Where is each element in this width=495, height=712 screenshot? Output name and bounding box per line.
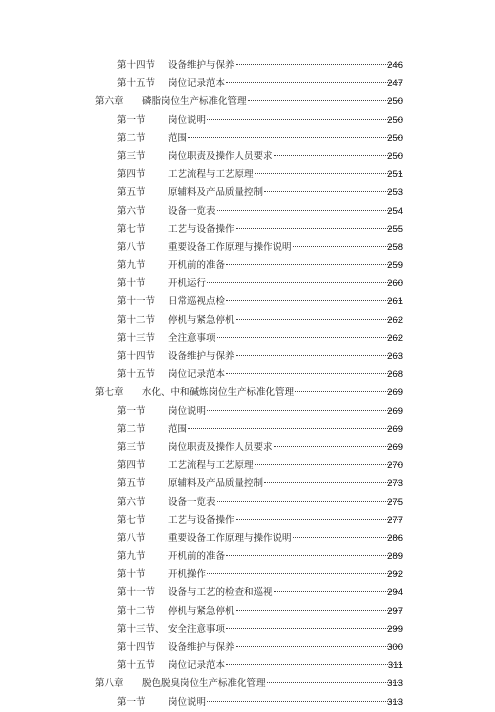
- toc-section-entry[interactable]: [0, 166, 495, 184]
- toc-entry-title: 磷脂岗位生产标准化管理: [142, 96, 247, 108]
- toc-entry-title: 岗位职责及操作人员要求: [168, 150, 273, 162]
- toc-page-number: 250: [387, 114, 403, 126]
- toc-entry-line: [117, 257, 403, 275]
- toc-entry-line: [117, 348, 403, 366]
- toc-entry-title: 日常巡视点检: [168, 296, 226, 308]
- toc-entry-label: 第八节: [117, 241, 146, 253]
- toc-section-entry[interactable]: [0, 130, 495, 148]
- toc-entry-title: 设备维护与保养: [168, 642, 235, 653]
- toc-entry-line: [117, 639, 403, 657]
- toc-section-entry[interactable]: [0, 621, 495, 639]
- toc-entry-line: [117, 330, 403, 348]
- dot-leader: [217, 210, 402, 211]
- dot-leader: [236, 355, 402, 356]
- dot-leader: [274, 591, 402, 592]
- toc-section-entry[interactable]: [0, 475, 495, 493]
- toc-page-number: 270: [387, 460, 403, 472]
- toc-entry-label: 第九节: [117, 260, 146, 272]
- toc-section-entry[interactable]: [0, 112, 495, 130]
- toc-page-number: 250: [387, 150, 403, 162]
- toc-section-entry[interactable]: [0, 148, 495, 166]
- toc-entry-label: 第七节: [117, 514, 146, 526]
- toc-entry-title: 岗位职责及操作人员要求: [168, 441, 273, 453]
- toc-page-number: 262: [387, 332, 403, 344]
- toc-entry-line: [95, 384, 403, 402]
- dot-leader: [226, 82, 402, 83]
- toc-entry-label: 第七章: [95, 387, 124, 399]
- toc-entry-label: 第十三节: [117, 332, 156, 344]
- toc-page-number: 268: [387, 369, 403, 381]
- toc-entry-title: 开机运行: [168, 278, 207, 290]
- toc-entry-line: [117, 694, 403, 712]
- toc-chapter-entry[interactable]: [0, 93, 495, 111]
- toc-entry-title: 全注意事项: [168, 332, 216, 344]
- dot-leader: [236, 319, 402, 320]
- toc-section-entry[interactable]: [0, 530, 495, 548]
- dot-leader: [236, 519, 402, 520]
- toc-entry-label: 第十二节: [117, 605, 156, 617]
- toc-page-number: 269: [387, 405, 403, 417]
- dot-leader: [264, 482, 402, 483]
- dot-leader: [274, 155, 402, 156]
- toc-section-entry[interactable]: [0, 657, 495, 675]
- toc-entry-title: 设备维护与保养: [168, 60, 235, 71]
- toc-entry-line: [117, 584, 403, 602]
- toc-entry-label: 第十节: [117, 278, 146, 290]
- toc-entry-label: 第十四节: [117, 642, 156, 653]
- dot-leader: [226, 555, 402, 556]
- toc-entry-label: 第二节: [117, 423, 146, 435]
- dot-leader: [226, 628, 402, 629]
- toc-entry-title: 岗位说明: [168, 405, 207, 417]
- toc-entry-title: 重要设备工作原理与操作说明: [168, 241, 292, 253]
- toc-section-entry[interactable]: [0, 57, 495, 75]
- toc-entry-title: 开机前的准备: [168, 260, 226, 272]
- toc-entry-line: [117, 184, 403, 202]
- toc-entry-label: 第六节: [117, 496, 146, 508]
- toc-entry-label: 第十一节: [117, 587, 156, 599]
- toc-entry-line: [117, 530, 403, 548]
- toc-entry-line: [117, 112, 403, 130]
- toc-page-number: 254: [387, 205, 403, 217]
- toc-entry-label: 第三节: [117, 150, 146, 162]
- dot-leader: [274, 446, 402, 447]
- dot-leader: [248, 100, 402, 101]
- toc-entry-label: 第四节: [117, 460, 146, 472]
- toc-entry-title: 停机与紧急停机: [168, 605, 235, 617]
- dot-leader: [226, 264, 402, 265]
- toc-page-number: 300: [387, 642, 403, 653]
- toc-page-number: 259: [387, 260, 403, 272]
- dot-leader: [217, 337, 402, 338]
- toc-entry-title: 设备与工艺的检查和巡视: [168, 587, 273, 599]
- toc-entry-title: 岗位记录范本: [168, 660, 226, 672]
- toc-section-entry[interactable]: [0, 512, 495, 530]
- toc-entry-title: 范围: [168, 423, 188, 435]
- toc-section-entry[interactable]: [0, 257, 495, 275]
- dot-leader: [293, 246, 402, 247]
- toc-entry-label: 第九节: [117, 551, 146, 563]
- toc-page-number: 292: [387, 569, 403, 581]
- toc-page-number: 250: [387, 96, 403, 108]
- toc-entry-line: [117, 475, 403, 493]
- toc-entry-label: 第十五节: [117, 78, 156, 90]
- toc-entry-line: [117, 75, 403, 93]
- toc-page-number: 294: [387, 587, 403, 599]
- toc-entry-line: [117, 221, 403, 239]
- toc-entry-label: 第十二节: [117, 314, 156, 326]
- dot-leader: [236, 64, 402, 65]
- toc-page-number: 275: [387, 496, 403, 508]
- toc-entry-line: [117, 566, 403, 584]
- dot-leader: [226, 373, 402, 374]
- toc-entry-title: 工艺与设备操作: [168, 514, 235, 526]
- dot-leader: [236, 228, 402, 229]
- toc-entry-label: 第十五节: [117, 660, 156, 672]
- toc-entry-line: [117, 166, 403, 184]
- toc-section-entry[interactable]: [0, 439, 495, 457]
- toc-entry-label: 第五节: [117, 478, 146, 490]
- toc-section-entry[interactable]: [0, 639, 495, 657]
- toc-section-entry[interactable]: [0, 548, 495, 566]
- toc-entry-title: 工艺与设备操作: [168, 223, 235, 235]
- toc-entry-line: [117, 130, 403, 148]
- dot-leader: [295, 391, 402, 392]
- toc-section-entry[interactable]: [0, 293, 495, 311]
- dot-leader: [236, 646, 402, 647]
- toc-chapter-entry[interactable]: [0, 384, 495, 402]
- toc-entry-label: 第一节: [117, 405, 146, 417]
- toc-entry-label: 第二节: [117, 132, 146, 144]
- dot-leader: [226, 300, 402, 301]
- toc-page-number: 313: [387, 678, 403, 690]
- toc-entry-line: [117, 657, 403, 675]
- toc-entry-line: [117, 312, 403, 330]
- toc-entry-title: 脱色脱臭岗位生产标准化管理: [142, 678, 266, 690]
- toc-section-entry[interactable]: [0, 203, 495, 221]
- toc-page-number: 262: [387, 314, 403, 326]
- dot-leader: [255, 464, 402, 465]
- toc-entry-title: 安全注意事项: [168, 623, 226, 635]
- toc-entry-label: 第一节: [117, 114, 146, 126]
- toc-section-entry[interactable]: [0, 457, 495, 475]
- toc-page-number: 255: [387, 223, 403, 235]
- toc-entry-label: 第十一节: [117, 296, 156, 308]
- toc-entry-line: [117, 366, 403, 384]
- toc-page-number: 289: [387, 551, 403, 563]
- dot-leader: [207, 119, 402, 120]
- dot-leader: [207, 701, 402, 702]
- toc-entry-title: 岗位记录范本: [168, 369, 226, 381]
- dot-leader: [207, 282, 402, 283]
- toc-page-number: 247: [387, 78, 403, 90]
- toc-section-entry[interactable]: [0, 239, 495, 257]
- toc-entry-title: 原辅料及产品质量控制: [168, 478, 264, 490]
- toc-entry-title: 开机前的准备: [168, 551, 226, 563]
- toc-page-number: 297: [387, 605, 403, 617]
- toc-entry-line: [117, 603, 403, 621]
- toc-page-number: 251: [387, 169, 403, 181]
- dot-leader: [188, 428, 402, 429]
- dot-leader: [264, 191, 402, 192]
- toc-entry-title: 水化、中和碱炼岗位生产标准化管理: [142, 387, 295, 399]
- toc-entry-title: 岗位说明: [168, 696, 207, 708]
- toc-page-number: 246: [387, 60, 403, 71]
- toc-page-number: 311: [387, 660, 403, 672]
- toc-section-entry[interactable]: [0, 366, 495, 384]
- toc-entry-title: 范围: [168, 132, 188, 144]
- toc-page-number: 299: [387, 623, 403, 635]
- toc-entry-label: 第十节: [117, 569, 146, 581]
- toc-entry-label: 第十四节: [117, 351, 156, 362]
- toc-entry-line: [117, 403, 403, 421]
- toc-page-number: 261: [387, 296, 403, 308]
- dot-leader: [293, 537, 402, 538]
- toc-entry-title: 原辅料及产品质量控制: [168, 187, 264, 199]
- toc-entry-line: [117, 239, 403, 257]
- toc-section-entry[interactable]: [0, 694, 495, 712]
- dot-leader: [207, 410, 402, 411]
- toc-entry-title: 重要设备工作原理与操作说明: [168, 532, 292, 544]
- toc-entry-title: 岗位记录范本: [168, 78, 226, 90]
- toc-page-number: 269: [387, 441, 403, 453]
- toc-entry-label: 第一节: [117, 696, 146, 708]
- toc-section-entry[interactable]: [0, 421, 495, 439]
- dot-leader: [267, 682, 402, 683]
- toc-entry-title: 开机操作: [168, 569, 207, 581]
- toc-section-entry[interactable]: [0, 348, 495, 366]
- toc-entry-title: 设备一览表: [168, 205, 216, 217]
- toc-page-number: 269: [387, 423, 403, 435]
- toc-entry-label: 第八节: [117, 532, 146, 544]
- toc-entry-label: 第十四节: [117, 60, 156, 71]
- toc-entry-line: [117, 293, 403, 311]
- dot-leader: [226, 664, 402, 665]
- toc-section-entry[interactable]: [0, 584, 495, 602]
- toc-section-entry[interactable]: [0, 330, 495, 348]
- toc-entry-line: [95, 675, 403, 693]
- toc-page-number: 263: [387, 351, 403, 362]
- toc-entry-title: 停机与紧急停机: [168, 314, 235, 326]
- dot-leader: [217, 501, 402, 502]
- toc-page-number: 253: [387, 187, 403, 199]
- toc-page-number: 250: [387, 132, 403, 144]
- toc-entry-title: 工艺流程与工艺原理: [168, 169, 254, 181]
- dot-leader: [207, 573, 402, 574]
- toc-entry-label: 第七节: [117, 223, 146, 235]
- toc-entry-line: [117, 148, 403, 166]
- toc-section-entry[interactable]: [0, 312, 495, 330]
- dot-leader: [255, 173, 402, 174]
- toc-section-entry[interactable]: [0, 184, 495, 202]
- toc-section-entry[interactable]: [0, 75, 495, 93]
- toc-section-entry[interactable]: [0, 494, 495, 512]
- toc-section-entry[interactable]: [0, 603, 495, 621]
- toc-entry-line: [117, 548, 403, 566]
- toc-entry-title: 设备一览表: [168, 496, 216, 508]
- toc-entry-line: [117, 57, 403, 75]
- toc-entry-line: [117, 203, 403, 221]
- toc-entry-line: [117, 621, 403, 639]
- toc-entry-title: 工艺流程与工艺原理: [168, 460, 254, 472]
- toc-chapter-entry[interactable]: [0, 675, 495, 693]
- toc-entry-line: [117, 457, 403, 475]
- toc-entry-label: 第六章: [95, 96, 124, 108]
- toc-entry-title: 设备维护与保养: [168, 351, 235, 362]
- table-of-contents: [0, 57, 495, 712]
- dot-leader: [188, 137, 402, 138]
- toc-entry-label: 第五节: [117, 187, 146, 199]
- toc-entry-label: 第四节: [117, 169, 146, 181]
- toc-page-number: 313: [387, 696, 403, 708]
- toc-section-entry[interactable]: [0, 566, 495, 584]
- dot-leader: [236, 610, 402, 611]
- toc-entry-label: 第十三节、: [117, 623, 165, 635]
- toc-entry-label: 第八章: [95, 678, 124, 690]
- toc-section-entry[interactable]: [0, 275, 495, 293]
- toc-page-number: 277: [387, 514, 403, 526]
- toc-entry-label: 第十五节: [117, 369, 156, 381]
- toc-entry-title: 岗位说明: [168, 114, 207, 126]
- toc-entry-line: [117, 512, 403, 530]
- toc-section-entry[interactable]: [0, 403, 495, 421]
- toc-page-number: 258: [387, 241, 403, 253]
- toc-section-entry[interactable]: [0, 221, 495, 239]
- toc-page-number: 260: [387, 278, 403, 290]
- toc-page-number: 286: [387, 532, 403, 544]
- toc-entry-label: 第六节: [117, 205, 146, 217]
- toc-page-number: 269: [387, 387, 403, 399]
- toc-entry-line: [117, 494, 403, 512]
- toc-entry-line: [117, 275, 403, 293]
- toc-page-number: 273: [387, 478, 403, 490]
- toc-entry-line: [117, 439, 403, 457]
- toc-entry-line: [95, 93, 403, 111]
- toc-entry-label: 第三节: [117, 441, 146, 453]
- toc-entry-line: [117, 421, 403, 439]
